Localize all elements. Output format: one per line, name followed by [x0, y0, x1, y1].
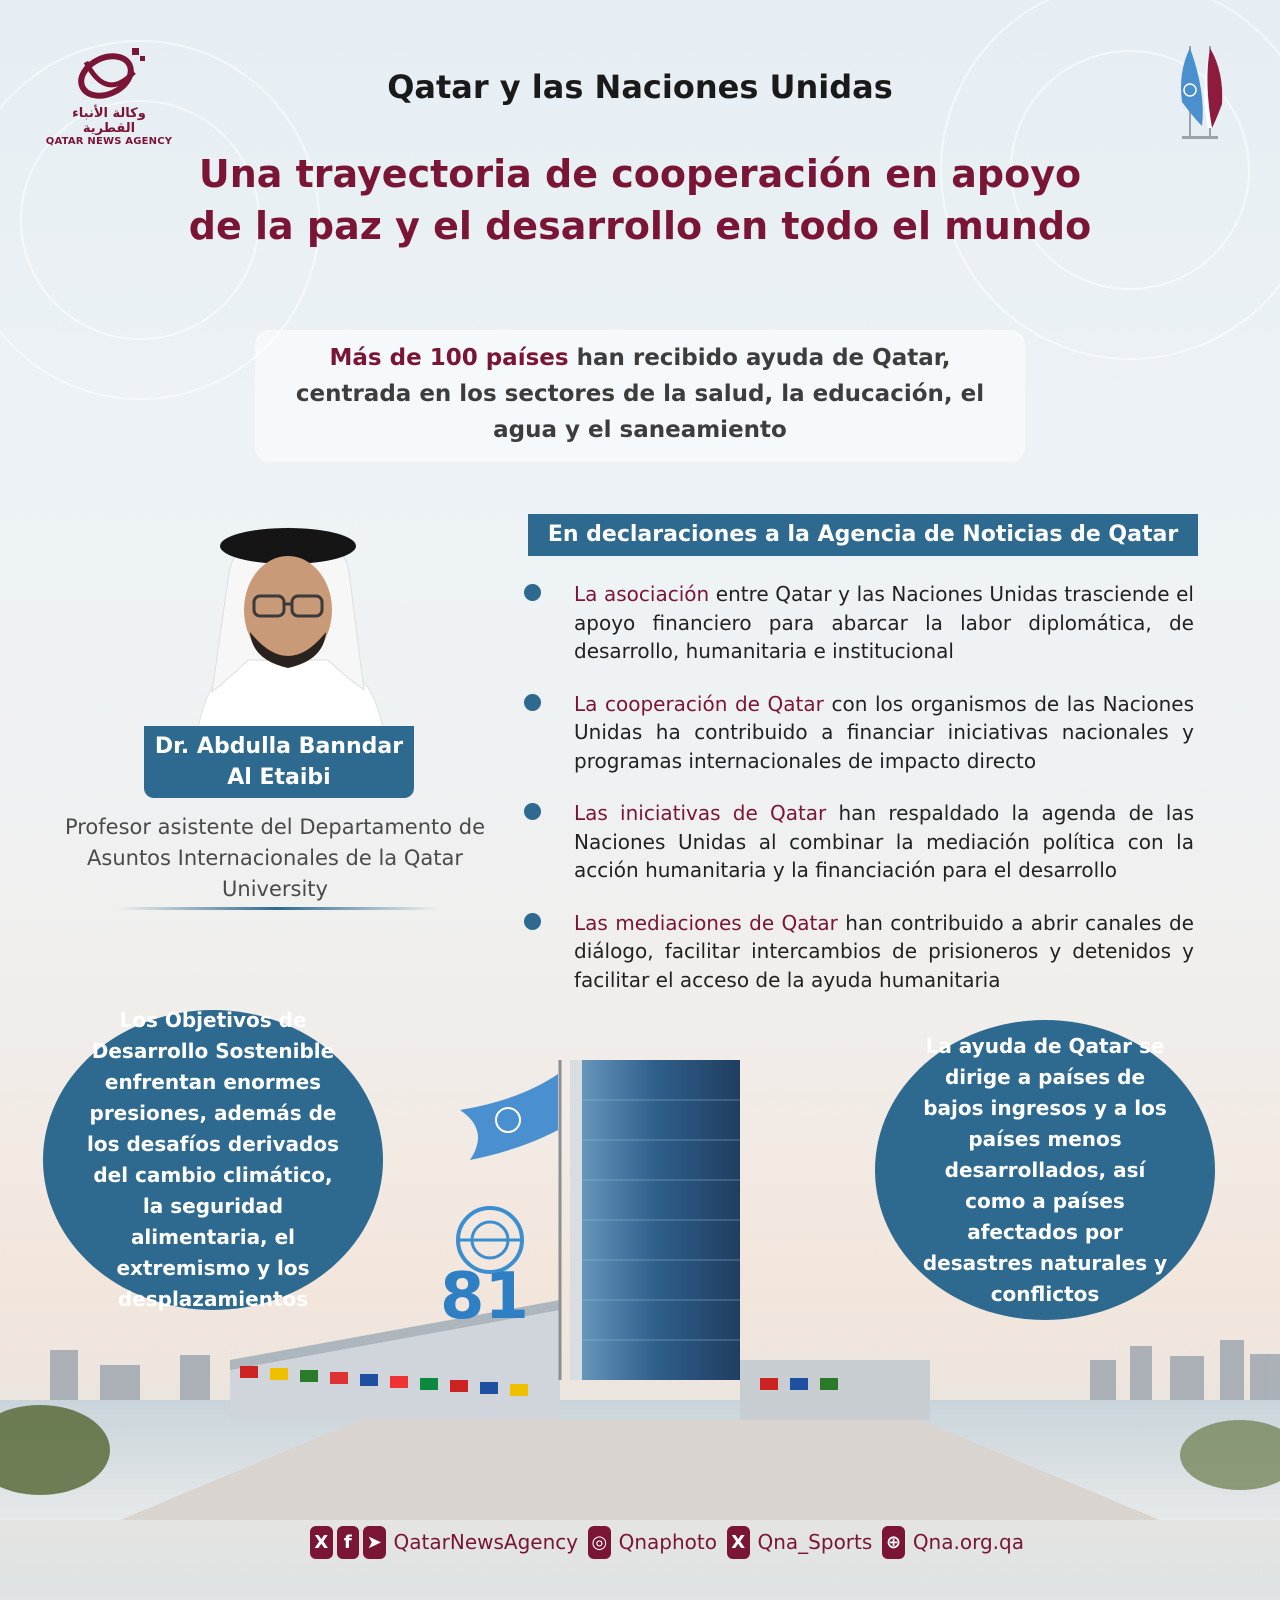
title-line-1: Una trayectoria de cooperación en apoyo [198, 152, 1082, 196]
bullet-text: con los organismos de las Naciones Unidas ha contribuido a financiar iniciativas nacionales y programas internacionales de impacto directo [574, 691, 1194, 773]
divider [118, 907, 438, 910]
circle-right-text: La ayuda de Qatar se dirige a países de bajos ingresos y a los países menos desarrollados, así como a países afectados por desastres naturales y conflictos [922, 1033, 1168, 1306]
bullet-text: han contribuido a abrir canales de diálogo, facilitar intercambios de prisioneros y detenidos y facilitar el acceso de la ayuda humanitaria [574, 910, 1194, 992]
handle-photo[interactable]: Qnaphoto [618, 1530, 717, 1554]
person-name-line-1: Dr. Abdulla Banndar [154, 734, 404, 759]
website-link[interactable]: Qna.org.qa [912, 1530, 1024, 1554]
title-line-2: de la paz y el desarrollo en todo el mundo [188, 204, 1092, 248]
list-item [524, 799, 1194, 885]
bullet-text: entre Qatar y las Naciones Unidas trasciende el apoyo financiero para abarcar la labor diplomática, de desarrollo, humanitaria e institucional [574, 582, 1194, 663]
bullet-dot-icon [524, 803, 541, 820]
bullet-lead: Las iniciativas de Qatar [574, 801, 827, 825]
social-footer [310, 1522, 1030, 1562]
highlight-box [255, 330, 1025, 462]
highlight-text: han recibido ayuda de Qatar, centrada en los sectores de la salud, la educación, el agua y el saneamiento [295, 345, 985, 443]
bullet-dot-icon [524, 584, 541, 601]
person-role: Profesor asistente del Departamento de Asuntos Internacionales de la Qatar University [64, 815, 486, 901]
person-name-box [144, 726, 414, 798]
person-name-line-2: Al Etaibi [227, 765, 331, 790]
bullet-lead: La cooperación de Qatar [574, 691, 824, 716]
info-circle-right [875, 1020, 1215, 1320]
bullet-dot-icon [524, 913, 541, 930]
info-circle-left [43, 1010, 383, 1310]
logo-english: QATAR NEWS AGENCY [45, 136, 173, 147]
x-icon[interactable]: X [310, 1526, 333, 1559]
circle-left-text: Los Objetivos de Desarrollo Sostenible enfrentan enormes presiones, además de los desafíos derivados del cambio climático, la seguridad alimentaria, el extremismo y los desplazamientos [86, 1008, 339, 1311]
telegram-icon[interactable]: ➤ [363, 1526, 386, 1559]
logo-arabic: وكالة الأنباء القطرية [72, 106, 146, 136]
bullet-lead: La asociación [574, 582, 710, 606]
x-icon[interactable]: X [727, 1526, 750, 1559]
highlight-emphasis: Más de 100 países [329, 345, 569, 371]
bullet-text: han respaldado la agenda de las Naciones Unidas al combinar la mediación política con la acción humanitaria y la financiación para el desarrollo [574, 801, 1195, 882]
declarations-list [524, 580, 1194, 1018]
handle-sports[interactable]: Qna_Sports [757, 1530, 873, 1554]
bullet-dot-icon [524, 694, 541, 711]
declarations-header: En declaraciones a la Agencia de Noticias de Qatar [528, 514, 1198, 556]
list-item [524, 690, 1194, 776]
globe-icon[interactable]: ⊕ [882, 1526, 905, 1559]
list-item [524, 580, 1194, 666]
instagram-icon[interactable]: ◎ [588, 1526, 611, 1559]
facebook-icon[interactable]: f [337, 1526, 360, 1559]
kicker-heading: Qatar y las Naciones Unidas [387, 68, 893, 106]
list-item [524, 909, 1194, 995]
bullet-lead: Las mediaciones de Qatar [574, 910, 838, 935]
anniversary-number: 81 [440, 1260, 530, 1334]
portrait-avatar [178, 520, 398, 730]
page-title [140, 148, 1140, 252]
handle-main[interactable]: QatarNewsAgency [393, 1530, 579, 1554]
